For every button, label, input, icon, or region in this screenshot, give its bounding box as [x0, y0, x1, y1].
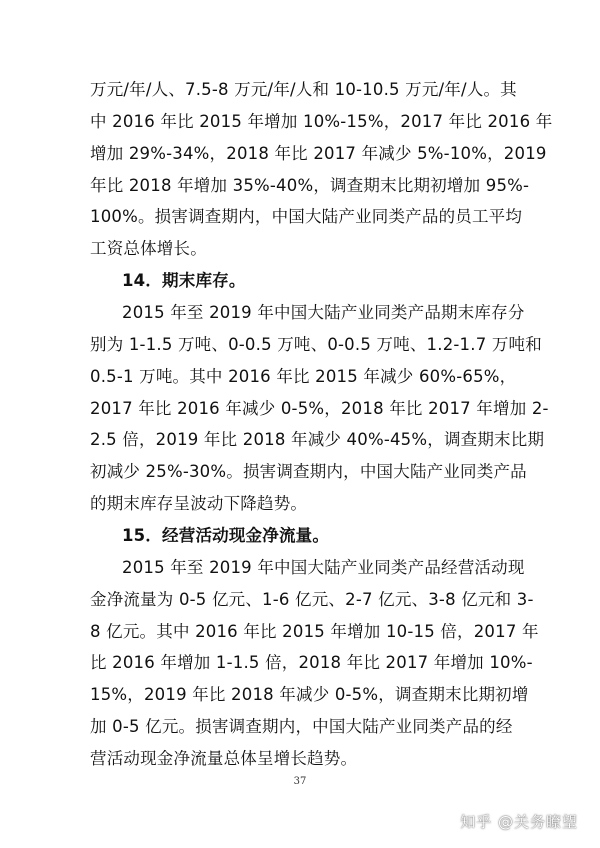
page-number: 37 — [293, 776, 307, 787]
paragraph-line: 金净流量为 0-5 亿元、1-6 亿元、2-7 亿元、3-8 亿元和 3- — [90, 589, 534, 609]
paragraph-line: 营活动现金净流量总体呈增长趋势。 — [90, 749, 358, 768]
paragraph-line: 加 0-5 亿元。损害调查期内，中国大陆产业同类产品的经 — [90, 717, 513, 737]
paragraph-line: 0.5-1 万吨。其中 2016 年比 2015 年减少 60%-65%， — [90, 366, 517, 386]
paragraph-line: 100%。损害调查期内，中国大陆产业同类产品的员工平均 — [90, 207, 523, 227]
paragraph-line: 15%，2019 年比 2018 年减少 0-5%，调查期末比期初增 — [90, 685, 529, 705]
paragraph-line: 别为 1-1.5 万吨、0-0.5 万吨、0-0.5 万吨、1.2-1.7 万吨和 — [90, 334, 542, 354]
paragraph-line: 2015 年至 2019 年中国大陆产业同类产品期末库存分 — [122, 303, 525, 322]
paragraph-line: 万元/年/人、7.5-8 万元/年/人和 10-10.5 万元/年/人。其 — [90, 80, 517, 99]
paragraph-line: 2015 年至 2019 年中国大陆产业同类产品经营活动现 — [122, 557, 525, 577]
section-heading: 14．期末库存。 — [122, 271, 246, 291]
watermark: 知乎 @关务瞭望 — [460, 813, 578, 831]
paragraph-line: 工资总体增长。 — [90, 239, 207, 259]
paragraph-line: 8 亿元。其中 2016 年比 2015 年增加 10-15 倍，2017 年 — [90, 621, 539, 641]
paragraph-line: 2.5 倍，2019 年比 2018 年减少 40%-45%，调查期末比期 — [90, 430, 545, 450]
paragraph-line: 中 2016 年比 2015 年增加 10%-15%，2017 年比 2016 年 — [90, 111, 553, 131]
paragraph-line: 初减少 25%-30%。损害调查期内，中国大陆产业同类产品 — [90, 462, 527, 482]
paragraph-line: 2017 年比 2016 年减少 0-5%，2018 年比 2017 年增加 2- — [90, 398, 549, 418]
section-heading: 15．经营活动现金净流量。 — [122, 526, 330, 545]
paragraph-line: 增加 29%-34%，2018 年比 2017 年减少 5%-10%，2019 — [90, 143, 547, 163]
paragraph-line: 年比 2018 年增加 35%-40%，调查期末比期初增加 95%- — [90, 175, 530, 195]
paragraph-line: 的期末库存呈波动下降趋势。 — [90, 494, 308, 514]
paragraph-line: 比 2016 年增加 1-1.5 倍，2018 年比 2017 年增加 10%- — [90, 653, 533, 673]
